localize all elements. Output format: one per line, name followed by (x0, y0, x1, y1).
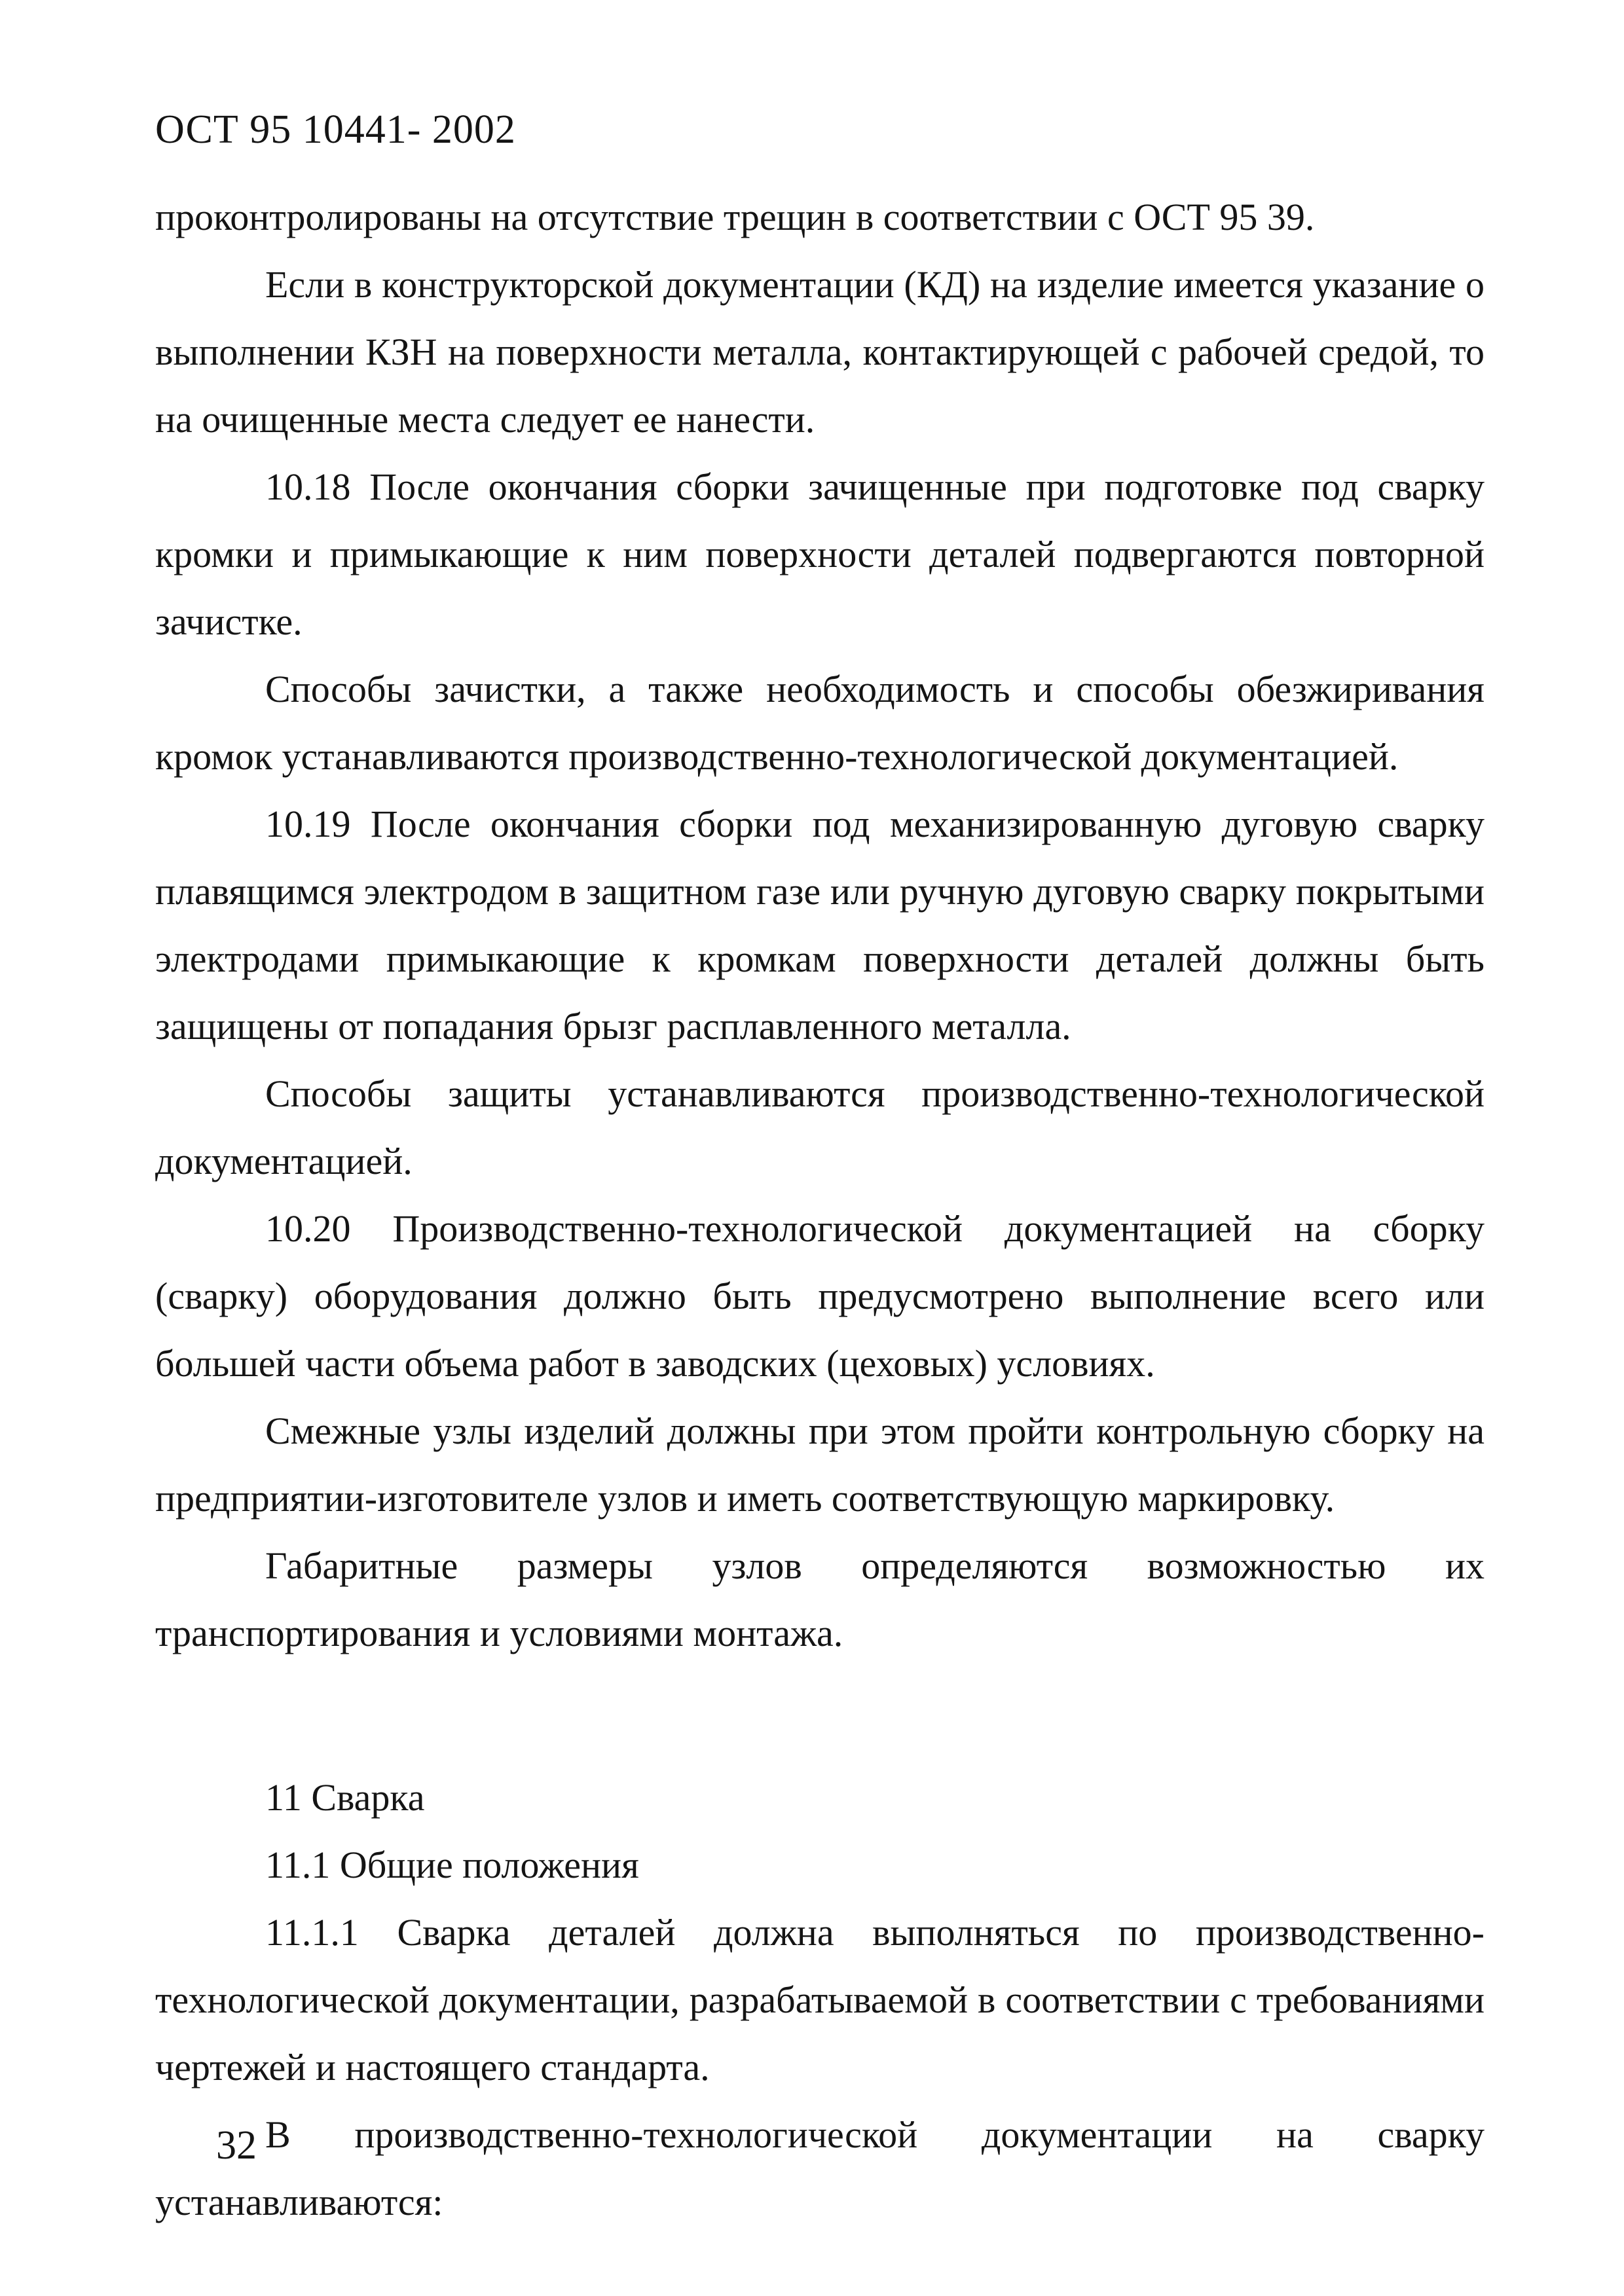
document-header: ОСТ 95 10441- 2002 (155, 107, 516, 152)
paragraph-adjacent-units: Смежные узлы изделий должны при этом пройти контрольную сборку на предприятии-изготовителе узлов и иметь соответствующую маркировку. (155, 1410, 1485, 1520)
paragraph-welding-docs: В производственно-технологической документации на сварку устанавливаются: (155, 2113, 1485, 2223)
paragraph-cleaning-methods: Способы зачистки, а также необходимость и способы обезжиривания кромок устанавливаются производственно-технологической документацией. (155, 668, 1485, 778)
section-heading-11: 11 Сварка (265, 1776, 425, 1819)
paragraph-10-18: 10.18 После окончания сборки зачищенные при подготовке под сварку кромки и примыкающие к ним поверхности деталей подвергаются повторной зачистке. (155, 465, 1485, 643)
paragraph-kzn-note: Если в конструкторской документации (КД) на изделие имеется указание о выполнении КЗН на поверхности металла, контактирующей с рабочей средой, то на очищенные места следует ее нанести. (155, 263, 1485, 441)
paragraph-continuation: проконтролированы на отсутствие трещин в соответствии с ОСТ 95 39. (155, 196, 1315, 238)
paragraph-protection-methods: Способы защиты устанавливаются производственно-технологической документацией. (155, 1072, 1485, 1182)
paragraph-10-20: 10.20 Производственно-технологической документацией на сборку (сварку) оборудования должно быть предусмотрено выполнение всего или большей части объема работ в заводских (цеховых) условиях. (155, 1207, 1485, 1385)
paragraph-10-19: 10.19 После окончания сборки под механизированную дуговую сварку плавящимся электродом в защитном газе или ручную дуговую сварку покрытыми электродами примыкающие к кромкам поверхности деталей должны быть защищены от попадания брызг расплавленного металла. (155, 803, 1485, 1048)
paragraph-11-1-1: 11.1.1 Сварка деталей должна выполняться по производственно-технологической документации, разрабатываемой в соответствии с требованиями чертежей и настоящего стандарта. (155, 1911, 1485, 2088)
document-body (155, 183, 1485, 2236)
subsection-heading-11-1: 11.1 Общие положения (265, 1844, 639, 1886)
page-number: 32 (216, 2123, 257, 2168)
paragraph-overall-dimensions: Габаритные размеры узлов определяются возможностью их транспортирования и условиями монтажа. (155, 1544, 1485, 1654)
